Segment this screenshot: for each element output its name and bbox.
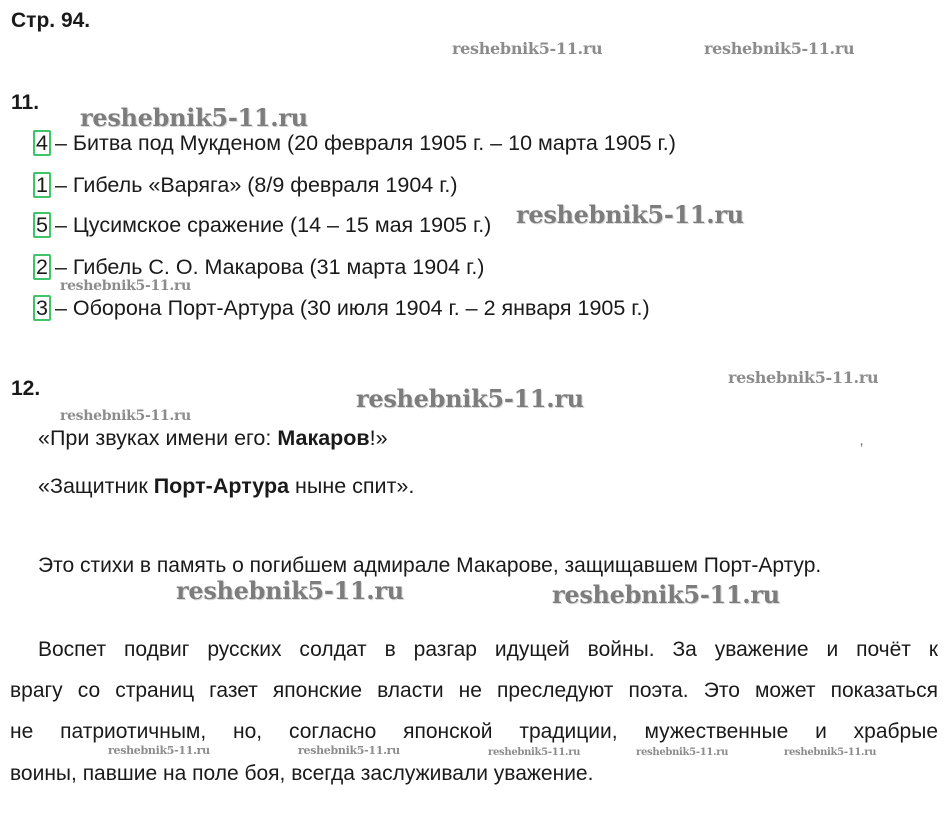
watermark: reshebnik5-11.ru (636, 747, 729, 758)
page-title: Стр. 94. (11, 9, 91, 32)
quote-text: !» (369, 426, 388, 450)
quote-text: ныне спит». (289, 474, 415, 498)
watermark: reshebnik5-11.ru (488, 747, 581, 758)
watermark: reshebnik5-11.ru (108, 744, 210, 757)
quote-bold-name: Макаров (277, 426, 370, 450)
list-item (33, 254, 484, 280)
order-box: 2 (33, 254, 51, 280)
list-item-text: – Оборона Порт-Артура (30 июля 1904 г. – 2 января 1905 г.) (54, 296, 650, 320)
quote-bold-name: Порт-Артура (153, 474, 290, 498)
list-item (33, 295, 650, 321)
list-item-text: – Битва под Мукденом (20 февраля 1905 г. – 10 марта 1905 г.) (54, 131, 676, 155)
watermark: reshebnik5-11.ru (60, 408, 191, 424)
watermark: reshebnik5-11.ru (704, 39, 855, 58)
order-box: 5 (33, 212, 51, 238)
watermark: reshebnik5-11.ru (298, 744, 400, 757)
quote-text: «При звуках имени его: (38, 426, 278, 450)
quote-line-1 (38, 426, 388, 451)
order-box: 4 (33, 130, 51, 156)
watermark: reshebnik5-11.ru (60, 278, 191, 294)
quote-line-2 (38, 474, 414, 499)
list-item (33, 172, 458, 198)
watermark: reshebnik5-11.ru (784, 747, 877, 758)
list-item (33, 130, 676, 156)
list-item-text: – Гибель «Варяга» (8/9 февраля 1904 г.) (54, 173, 458, 197)
paragraph-2-line: Воспет подвиг русских солдат в разгар идущей войны. За уважение и почёт к (38, 638, 938, 661)
watermark: reshebnik5-11.ru (552, 580, 780, 609)
stray-mark: ’ (860, 440, 864, 456)
paragraph-2-line: врагу со страниц газет японские власти не преследуют поэта. Это может показаться (10, 679, 938, 702)
order-box: 3 (33, 295, 51, 321)
list-item-text: – Цусимское сражение (14 – 15 мая 1905 г.) (54, 213, 492, 237)
quote-text: «Защитник (38, 474, 154, 498)
watermark: reshebnik5-11.ru (80, 103, 308, 132)
paragraph-2-line: не патриотичным, но, согласно японской традиции, мужественные и храбрые (10, 720, 938, 743)
task-11-number: 11. (11, 91, 40, 114)
task-12-number: 12. (11, 377, 41, 400)
paragraph-2-line: воины, павшие на поле боя, всегда заслуживали уважение. (10, 762, 594, 785)
list-item-text: – Гибель С. О. Макарова (31 марта 1904 г.) (54, 255, 485, 279)
watermark: reshebnik5-11.ru (516, 200, 744, 229)
paragraph-1: Это стихи в память о погибшем адмирале Макарове, защищавшем Порт-Артур. (38, 554, 822, 577)
list-item (33, 212, 491, 238)
watermark: reshebnik5-11.ru (728, 368, 879, 387)
watermark: reshebnik5-11.ru (356, 384, 584, 413)
watermark: reshebnik5-11.ru (452, 39, 603, 58)
order-box: 1 (33, 172, 51, 198)
watermark: reshebnik5-11.ru (176, 576, 404, 605)
